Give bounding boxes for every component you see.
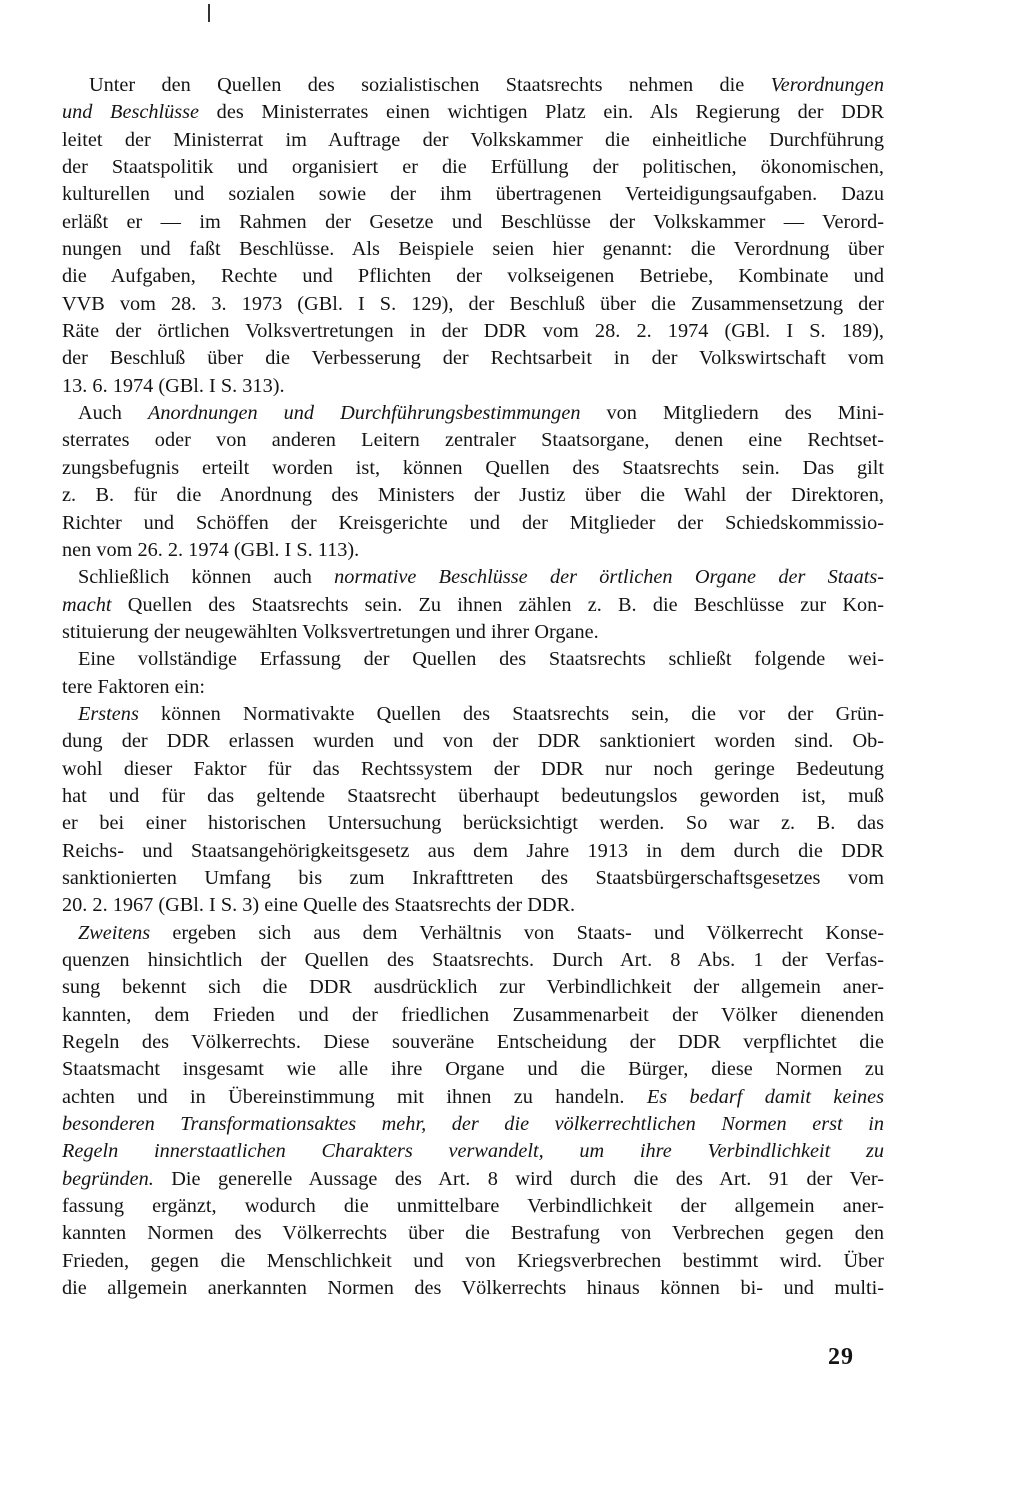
text-line (62, 674, 884, 701)
text-line (62, 646, 884, 673)
emphasis-text: besonderen Transformationsaktes mehr, der die völkerrechtlichen Normen erst in (62, 1113, 884, 1136)
plain-text: Schließlich können auch (78, 566, 335, 589)
plain-text: erläßt er — im Rahmen der Gesetze und Beschlüsse der Volkskammer — Verord- (62, 210, 884, 233)
plain-text: kannten Normen des Völkerrechts über die Bestrafung von Verbrechen gegen den (62, 1222, 884, 1245)
emphasis-text: macht (62, 593, 112, 616)
emphasis-text: und Beschlüsse (62, 101, 200, 124)
page-number: 29 (828, 1344, 854, 1370)
plain-text: die Aufgaben, Rechte und Pflichten der volkseigenen Betriebe, Kombinate und (62, 265, 884, 288)
emphasis-text: Regeln innerstaatlichen Charakters verwandelt, um ihre Verbindlichkeit zu (62, 1140, 884, 1163)
paragraph (62, 72, 884, 400)
text-line (62, 756, 884, 783)
plain-text: ergeben sich aus dem Verhältnis von Staats- und Völkerrecht Konse- (150, 921, 884, 944)
text-line (62, 1111, 884, 1138)
emphasis-text: Anordnungen und Durchführungsbestimmungen (147, 402, 581, 425)
plain-text: Staatsmacht insgesamt wie alle ihre Organe und die Bürger, diese Normen zu (62, 1058, 884, 1081)
plain-text: VVB vom 28. 3. 1973 (GBl. I S. 129), der Beschluß über die Zusammensetzung der (62, 292, 884, 315)
plain-text: sterrates oder von anderen Leitern zentraler Staatsorgane, denen eine Rechtset- (62, 429, 884, 452)
text-line (62, 1248, 884, 1275)
plain-text: stituierung der neugewählten Volksvertretungen und ihrer Organe. (62, 620, 599, 643)
text-line (62, 783, 884, 810)
text-line (62, 482, 884, 509)
plain-text: Räte der örtlichen Volksvertretungen in der DDR vom 28. 2. 1974 (GBl. I S. 189), (62, 320, 884, 343)
text-line (62, 1166, 884, 1193)
text-line (62, 427, 884, 454)
plain-text: hat und für das geltende Staatsrecht überhaupt bedeutungslos geworden ist, muß (62, 784, 884, 807)
text-line (62, 181, 884, 208)
plain-text: zungsbefugnis erteilt worden ist, können Quellen des Staatsrechts sein. Das gilt (62, 456, 884, 479)
plain-text: 20. 2. 1967 (GBl. I S. 3) eine Quelle des Staatsrechts der DDR. (62, 894, 576, 917)
text-line (62, 1029, 884, 1056)
text-line (62, 318, 884, 345)
text-line (62, 455, 884, 482)
text-line (62, 263, 884, 290)
plain-text: Quellen des Staatsrechts sein. Zu ihnen zählen z. B. die Beschlüsse zur Kon- (111, 593, 884, 616)
text-line (62, 810, 884, 837)
plain-text: sanktionierten Umfang bis zum Inkrafttreten des Staatsbürgerschaftsgesetzes vom (62, 866, 884, 889)
emphasis-text: Es bedarf damit keines (646, 1085, 884, 1108)
emphasis-text: begründen. (62, 1167, 154, 1190)
text-line (62, 974, 884, 1001)
text-line (62, 564, 884, 591)
plain-text: der Beschluß über die Verbesserung der Rechtsarbeit in der Volkswirtschaft vom (62, 347, 884, 370)
emphasis-text: Erstens (78, 702, 139, 725)
plain-text: Regeln des Völkerrechts. Diese souveräne Entscheidung der DDR verpflichtet die (62, 1031, 884, 1054)
plain-text: die allgemein anerkannten Normen des Völkerrechts hinaus können bi- und multi- (62, 1277, 884, 1300)
plain-text: sung bekennt sich die DDR ausdrücklich zur Verbindlichkeit der allgemein aner- (62, 976, 884, 999)
text-line (62, 728, 884, 755)
plain-text: 13. 6. 1974 (GBl. I S. 313). (62, 374, 285, 397)
plain-text: Unter den Quellen des sozialistischen Staatsrechts nehmen die (89, 74, 771, 96)
plain-text: Auch (78, 402, 148, 425)
paragraph (62, 400, 884, 564)
text-line (62, 592, 884, 619)
plain-text: Eine vollständige Erfassung der Quellen des Staatsrechts schließt folgende wei- (78, 648, 884, 671)
plain-text: Frieden, gegen die Menschlichkeit und von Kriegsverbrechen bestimmt wird. Über (62, 1249, 884, 1272)
paragraph (62, 646, 884, 701)
text-line (62, 99, 884, 126)
text-line (62, 1138, 884, 1165)
text-line (62, 701, 884, 728)
plain-text: Reichs- und Staatsangehörigkeitsgesetz aus dem Jahre 1913 in dem durch die DDR (62, 839, 884, 862)
plain-text: er bei einer historischen Untersuchung berücksichtigt werden. So war z. B. das (62, 812, 884, 835)
text-line (62, 72, 884, 99)
text-line (62, 373, 884, 400)
paragraph (62, 701, 884, 920)
text-line (62, 127, 884, 154)
plain-text: achten und in Übereinstimmung mit ihnen zu handeln. (62, 1085, 647, 1108)
plain-text: können Normativakte Quellen des Staatsrechts sein, die vor der Grün- (138, 702, 884, 725)
text-line (62, 537, 884, 564)
plain-text: z. B. für die Anordnung des Ministers der Justiz über die Wahl der Direktoren, (62, 484, 884, 507)
text-line (62, 236, 884, 263)
text-line (62, 154, 884, 181)
plain-text: von Mitgliedern des Mini- (580, 402, 885, 425)
text-line (62, 838, 884, 865)
plain-text: nungen und faßt Beschlüsse. Als Beispiele seien hier genannt: die Verordnung über (62, 238, 884, 261)
plain-text: leitet der Ministerrat im Auftrage der Volkskammer die einheitliche Durchführung (62, 128, 884, 151)
emphasis-text: normative Beschlüsse der örtlichen Organe der Staats- (334, 566, 884, 589)
plain-text: quenzen hinsichtlich der Quellen des Staatsrechts. Durch Art. 8 Abs. 1 der Verfas- (62, 949, 884, 971)
text-line (62, 345, 884, 372)
text-line (62, 209, 884, 236)
plain-text: Richter und Schöffen der Kreisgerichte und der Mitglieder der Schiedskommissio- (62, 511, 884, 534)
emphasis-text: Verordnungen (770, 74, 884, 96)
text-line (62, 1220, 884, 1247)
plain-text: wohl dieser Faktor für das Rechtssystem der DDR nur noch geringe Bedeutung (62, 757, 884, 780)
margin-mark (208, 4, 210, 22)
plain-text: dung der DDR erlassen wurden und von der DDR sanktioniert worden sind. Ob- (62, 730, 884, 753)
text-line (62, 510, 884, 537)
text-line (62, 400, 884, 427)
plain-text: tere Faktoren ein: (62, 675, 206, 698)
plain-text: fassung ergänzt, wodurch die unmittelbare Verbindlichkeit der allgemein aner- (62, 1195, 884, 1218)
plain-text: kulturellen und sozialen sowie der ihm übertragenen Verteidigungsaufgaben. Dazu (62, 183, 884, 206)
emphasis-text: Zweitens (78, 921, 151, 944)
text-line (62, 1275, 884, 1302)
paragraph (62, 564, 884, 646)
plain-text: des Ministerrates einen wichtigen Platz ein. Als Regierung der DDR (199, 101, 884, 124)
paragraph (62, 920, 884, 1303)
text-line (62, 865, 884, 892)
text-line (62, 1084, 884, 1111)
plain-text: kannten, dem Frieden und der friedlichen Zusammenarbeit der Völker dienenden (62, 1003, 884, 1026)
text-line (62, 1193, 884, 1220)
plain-text: Die generelle Aussage des Art. 8 wird durch die des Art. 91 der Ver- (153, 1167, 884, 1190)
text-line (62, 1002, 884, 1029)
body-text (62, 72, 884, 1302)
text-line (62, 947, 884, 974)
text-line (62, 920, 884, 947)
text-line (62, 291, 884, 318)
plain-text: nen vom 26. 2. 1974 (GBl. I S. 113). (62, 538, 360, 561)
plain-text: der Staatspolitik und organisiert er die Erfüllung der politischen, ökonomischen, (62, 156, 884, 179)
text-line (62, 892, 884, 919)
text-line (62, 1056, 884, 1083)
text-line (62, 619, 884, 646)
